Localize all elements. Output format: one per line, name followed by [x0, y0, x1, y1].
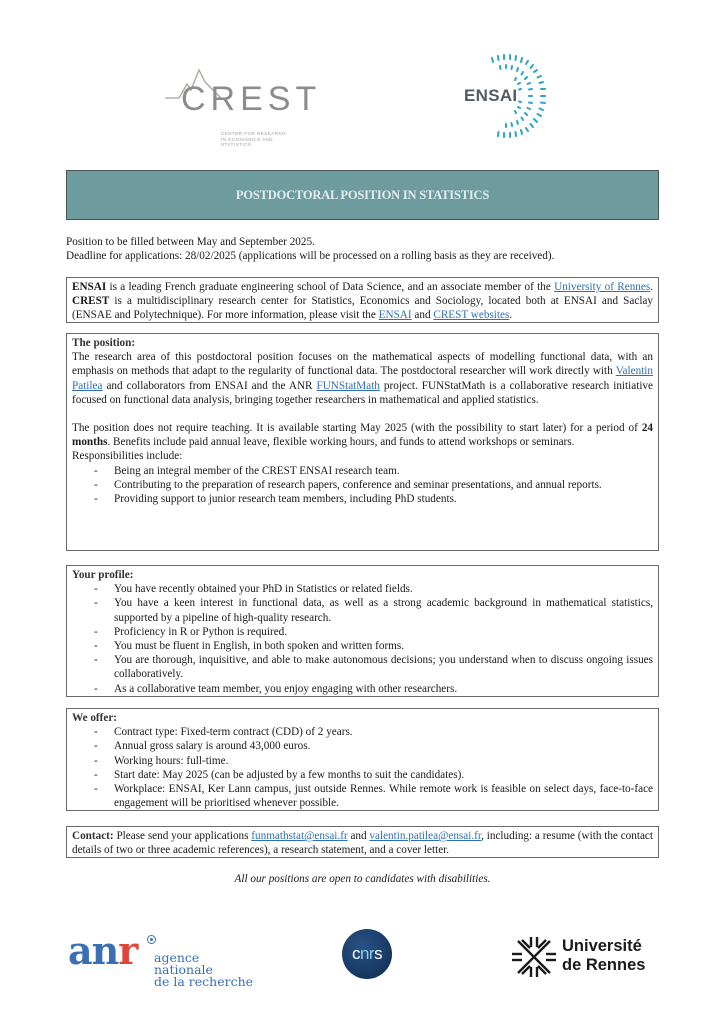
anr-wordmark [68, 928, 138, 973]
responsibilities-list [72, 464, 653, 507]
position-text-part: project. FUNStatMath is a collaborative research initiative focused on functional data analysis, bringing together researchers in mathematical and applied statistics. [72, 379, 653, 406]
about-text-part: is a multidisciplinary research center for Statistics, Economics and Sociology, located both at ENSAI and Saclay (ENSAE and Polytechnique). For more information, please visit the [72, 295, 653, 322]
star-burst-icon [511, 935, 557, 979]
cnrs-s: s [374, 943, 383, 963]
list-item: - You must be fluent in English, in both spoken and written forms. [72, 639, 653, 653]
anr-subtitle-line2: de la recherche [154, 974, 254, 989]
list-item: - Providing support to junior research team members, including PhD students. [72, 492, 653, 506]
profile-list [72, 582, 653, 696]
anr-wordmark-an: an [68, 928, 119, 973]
crest-subtitle-line1: CENTER FOR RESEARCH [221, 131, 287, 136]
disability-note: All our positions are open to candidates with disabilities. [234, 873, 491, 885]
offer-box [66, 708, 659, 811]
universite-de-rennes-logo [511, 935, 661, 979]
list-item: - Proficiency in R or Python is required. [72, 625, 653, 639]
intro-dates: Position to be filled between May and September 2025. [66, 236, 315, 248]
intro-section [66, 235, 666, 263]
contact-text [72, 829, 653, 857]
profile-heading: Your profile: [72, 569, 134, 581]
contact-heading: Contact: [72, 830, 114, 842]
funstatmath-link[interactable]: FUNStatMath [316, 379, 380, 392]
ensai-website-link[interactable]: ENSAI [378, 309, 412, 322]
contact-text-part: , including: a resume (with the contact details of two or three academic references), a research statement, and a cover letter. [72, 830, 653, 857]
responsibilities-label: Responsibilities include: [72, 450, 183, 463]
crest-subtitle-line2: IN ECONOMICS AND STATISTICS [221, 136, 274, 147]
position-text-part: The research area of this postdoctoral position focuses on the mathematical aspects of modelling functional data, with an emphasis on methods that adapt to the regularity of functional data. The postdoctoral researcher will work directly with [72, 351, 653, 378]
about-box [66, 277, 659, 323]
patilea-email-link[interactable]: valentin.patilea@ensai.fr [369, 830, 482, 842]
cnrs-logo [342, 929, 392, 979]
contact-text-part: and [347, 830, 370, 842]
university-of-rennes-link[interactable]: University of Rennes [554, 281, 651, 293]
list-item: - Working hours: full-time. [72, 754, 653, 768]
list-item: - Contributing to the preparation of research papers, conference and seminar presentations, and annual reports. [72, 478, 653, 492]
position-text-part: . Benefits include paid annual leave, flexible working hours, and funds to attend workshops or seminars. [107, 436, 575, 449]
about-text-part: . [509, 309, 513, 322]
anr-wordmark-r: r [118, 928, 138, 973]
intro-deadline: Deadline for applications: 28/02/2025 (applications will be processed on a rolling basis as they are received). [66, 250, 555, 263]
list-item: - Being an integral member of the CREST ENSAI research team. [72, 464, 653, 478]
profile-box [66, 565, 659, 697]
cnrs-wordmark [351, 943, 383, 963]
duration-bold: 24 months [72, 422, 653, 449]
crest-bold: CREST [72, 295, 110, 308]
anr-logo [68, 928, 258, 989]
ur-line1: Université [562, 937, 642, 955]
crest-wordmark: CREST [181, 80, 322, 118]
position-text-part: and collaborators from ENSAI and the ANR [102, 379, 317, 392]
page-title: POSTDOCTORAL POSITION IN STATISTICS [235, 187, 490, 202]
offer-list [72, 725, 653, 810]
anr-subtitle-line1: agence nationale [154, 950, 213, 977]
ensai-bold: ENSAI [72, 281, 107, 293]
offer-heading: We offer: [72, 712, 118, 724]
crest-logo [165, 68, 322, 147]
funmathstat-email-link[interactable]: funmathstat@ensai.fr [251, 830, 348, 842]
position-terms [72, 421, 653, 449]
crest-website-link[interactable]: CREST websites [433, 309, 510, 322]
cnrs-nr: nr [359, 943, 375, 963]
about-text-part: and [411, 309, 434, 322]
anr-subtitle [154, 952, 258, 988]
registered-icon [147, 935, 156, 944]
contact-box [66, 826, 659, 858]
contact-text-part: Please send your applications [113, 830, 252, 842]
ensai-wordmark: ENSAI [464, 86, 518, 105]
list-item: - Start date: May 2025 (can be adjusted by a few months to suit the candidates). [72, 768, 653, 782]
ensai-logo [462, 52, 572, 147]
ur-line2: de Rennes [562, 955, 646, 974]
title-banner [66, 170, 659, 220]
valentin-patilea-link[interactable]: Valentin Patilea [72, 365, 653, 392]
list-item: - Contract type: Fixed-term contract (CDD) of 2 years. [72, 725, 653, 739]
position-heading: The position: [72, 337, 136, 349]
about-text [72, 280, 653, 323]
list-item: - You are thorough, inquisitive, and able to make autonomous decisions; you understand when to discuss ongoing issues collaboratively. [72, 653, 653, 681]
list-item: - Workplace: ENSAI, Ker Lann campus, just outside Rennes. While remote work is feasible on select days, face-to-face engagement will be prioritised whenever possible. [72, 782, 653, 810]
list-item: - As a collaborative team member, you enjoy engaging with other researchers. [72, 682, 653, 696]
list-item: - Annual gross salary is around 43,000 euros. [72, 739, 653, 753]
universite-de-rennes-wordmark [562, 937, 645, 974]
crest-subtitle [221, 131, 301, 148]
list-item: - You have recently obtained your PhD in Statistics or related fields. [72, 582, 653, 596]
position-box [66, 333, 659, 551]
position-text-part: The position does not require teaching. It is available starting May 2025 (with the possibility to start later) for a period of [72, 422, 642, 435]
list-item: - You have a keen interest in functional data, as well as a strong academic background in mathematical statistics, supported by a pipeline of high-quality research. [72, 596, 653, 624]
cnrs-c: c [351, 943, 360, 963]
about-text-part: . [650, 281, 654, 293]
ensai-arc-icon [462, 52, 572, 147]
about-text-part: is a leading French graduate engineering school of Data Science, and an associate member of the [106, 281, 555, 293]
position-description [72, 350, 653, 407]
